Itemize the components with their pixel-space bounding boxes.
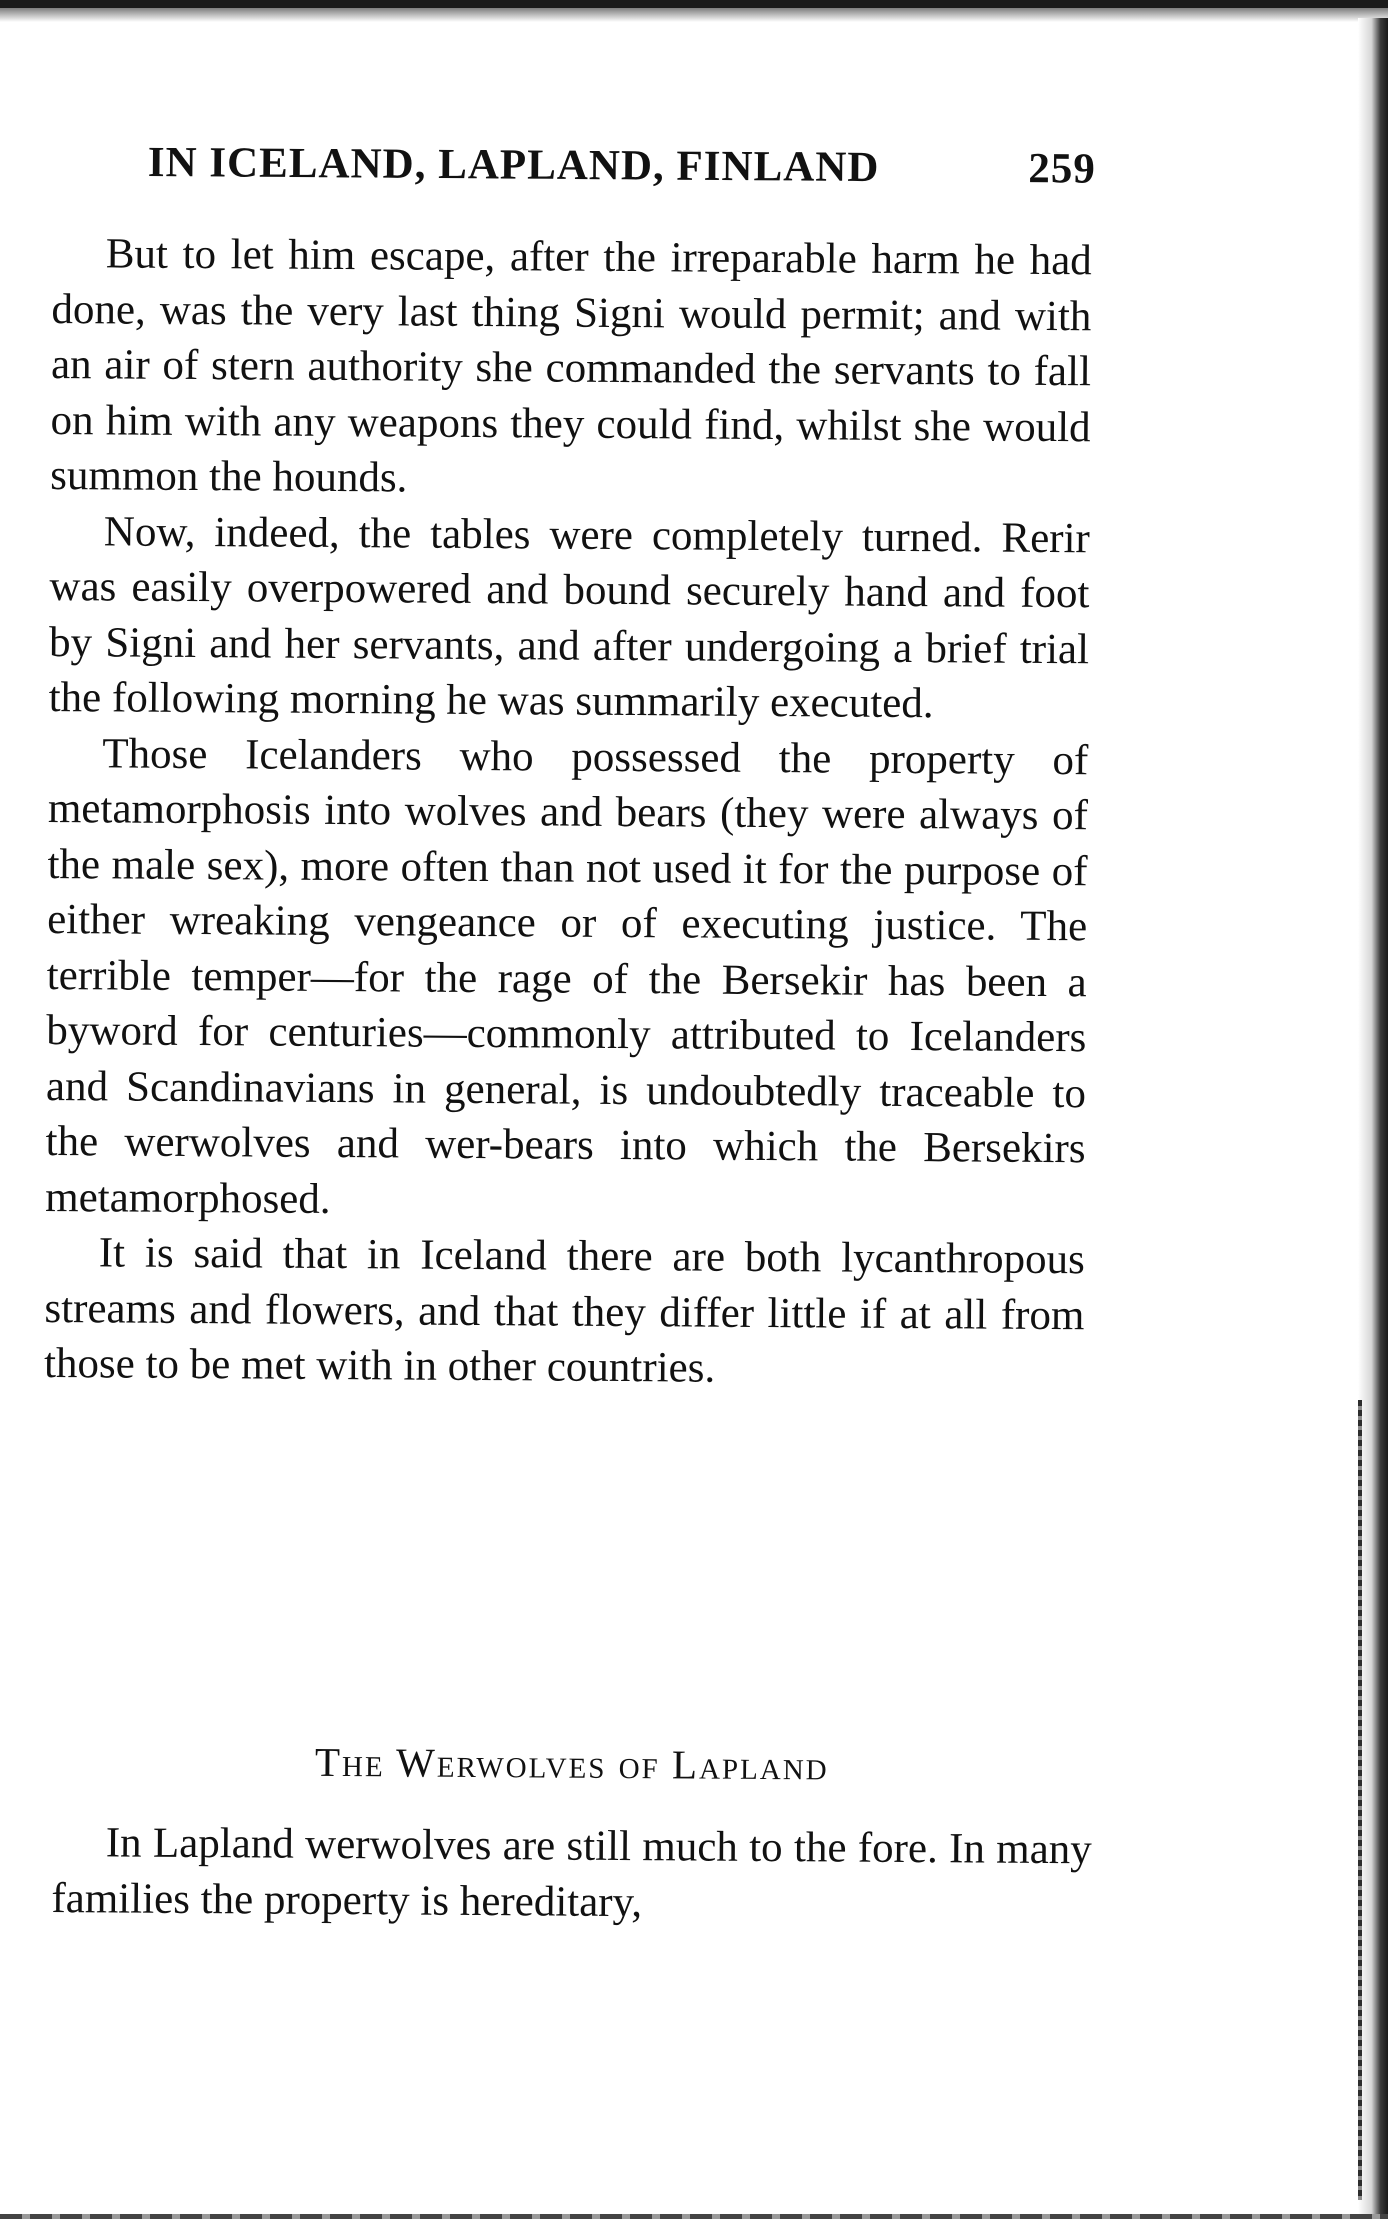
paragraph: Now, indeed, the tables were completely turned. Rerir was easily overpowered and bound securely hand and foot by Signi and her servants, and after undergoing a brief trial the following morning he was summarily executed. [48,507,1091,728]
paragraph: Those Icelanders who possessed the property of metamorphosis into wolves and bears (they were always of the male sex), more often than not used it for the purpose of either wreaking vengeance or of executing justice. The terrible temper—for the rage of the Bersekir has been a byword for centuries—commonly attributed to Icelanders and Scandinavians in general, is undoubtedly traceable to the werwolves and wer-bears into which the Bersekirs metamorphosed. [45,729,1089,1223]
page-number: 259 [1028,145,1096,193]
main-text [44,226,1092,1399]
scan-top-edge [0,0,1388,8]
book-spine-edge [1358,18,1388,2219]
section-text [51,1815,1092,1933]
paragraph: But to let him escape, after the irreparable harm he had done, was the very last thing Signi would permit; and with an air of stern authority she commanded the servants to fall on him with any weapons they could find, whilst she would summon the hounds. [50,230,1092,502]
scan-bottom-edge [0,2214,1388,2219]
running-title: IN ICELAND, LAPLAND, FINLAND [147,138,880,192]
scan-top-shadow [0,8,1388,22]
paragraph: It is said that in Iceland there are both lycanthropous streams and flowers, and that they differ little if at all from those to be met with in other countries. [43,1229,1085,1392]
paragraph: In Lapland werwolves are still much to the fore. In many families the property is hereditary, [51,1819,1092,1926]
book-spine-line [1358,1400,1362,2200]
section-heading: The Werwolves of Lapland [314,1738,829,1789]
running-head [148,138,1096,194]
